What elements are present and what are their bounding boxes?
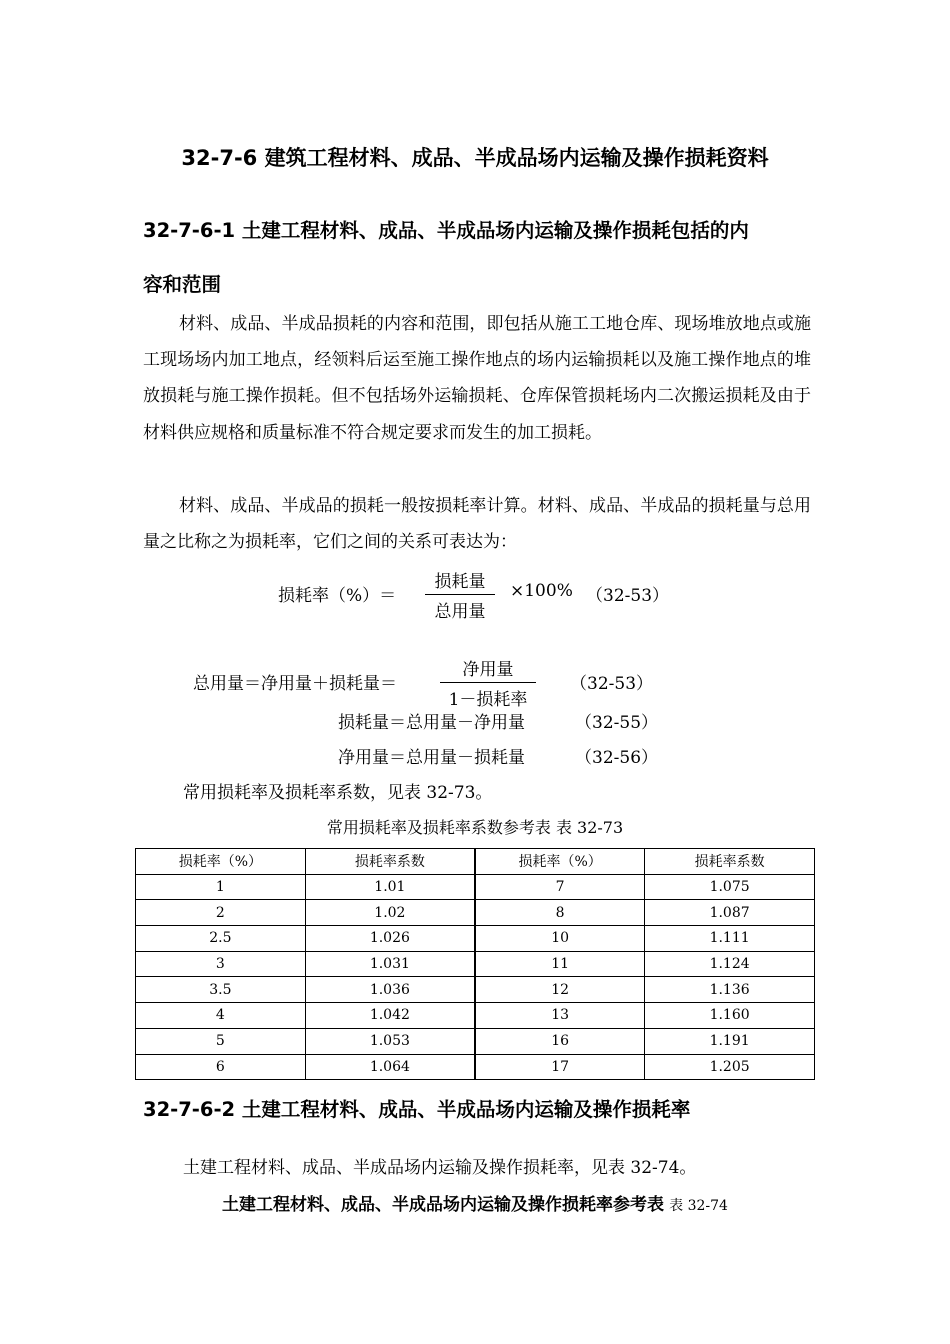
table-cell: 17 (475, 1054, 645, 1080)
formula-2-lhs: 总用量＝净用量＋损耗量＝ (193, 674, 397, 694)
table-cell: 1 (136, 874, 306, 900)
table-cell: 5 (136, 1028, 306, 1054)
formula-4-text: 净用量＝总用量－损耗量 (338, 748, 525, 768)
loss-rate-paragraph: 材料、成品、半成品的损耗一般按损耗率计算。材料、成品、半成品的损耗量与总用量之比称之为损耗率，它们之间的关系可表达为： (143, 496, 811, 553)
table-cell: 1.01 (305, 874, 475, 900)
table-74-caption-number: 表 32-74 (669, 1198, 728, 1214)
table-cell: 1.075 (645, 874, 815, 900)
header-loss-rate-2: 损耗率（%） (475, 849, 645, 875)
see-table-74-text: 土建工程材料、成品、半成品场内运输及操作损耗率，见表 32-74。 (183, 1158, 697, 1178)
formula-2-numerator: 净用量 (462, 660, 514, 680)
table-cell: 1.111 (645, 926, 815, 952)
table-cell: 1.136 (645, 977, 815, 1003)
formula-1-multiplier: ×100% (510, 581, 573, 601)
table-cell: 1.160 (645, 1003, 815, 1029)
table-cell: 2.5 (136, 926, 306, 952)
table-row (136, 900, 815, 926)
formula-3-ref: （32-55） (575, 713, 659, 733)
formula-1-fraction (425, 567, 495, 622)
table-cell: 1.053 (305, 1028, 475, 1054)
table-cell: 10 (475, 926, 645, 952)
table-73-caption-title: 常用损耗率及损耗率系数参考表 (326, 818, 551, 837)
table-cell: 1.031 (305, 951, 475, 977)
formula-2-denominator: 1－损耗率 (448, 690, 528, 710)
formula-1-lhs: 损耗率（%）＝ (278, 586, 397, 606)
table-cell: 11 (475, 951, 645, 977)
formula-1-denominator: 总用量 (434, 602, 486, 622)
formula-4-ref: （32-56） (575, 748, 659, 768)
table-cell: 1.205 (645, 1054, 815, 1080)
table-cell: 1.02 (305, 900, 475, 926)
subsection-title-1-line2: 容和范围 (143, 273, 222, 296)
formula-2-fraction (440, 655, 536, 710)
table-74-caption (0, 1190, 950, 1215)
formula-1-ref: （32-53） (586, 586, 670, 606)
header-coefficient-2: 损耗率系数 (645, 849, 815, 875)
table-header-row (136, 849, 815, 875)
table-cell: 3.5 (136, 977, 306, 1003)
table-cell: 7 (475, 874, 645, 900)
table-cell: 1.026 (305, 926, 475, 952)
section-title: 32-7-6 建筑工程材料、成品、半成品场内运输及操作损耗资料 (181, 146, 769, 170)
table-73-caption-number: 表 32-73 (555, 818, 624, 837)
table-cell: 4 (136, 1003, 306, 1029)
table-cell: 1.036 (305, 977, 475, 1003)
table-row (136, 977, 815, 1003)
table-cell: 8 (475, 900, 645, 926)
table-cell: 16 (475, 1028, 645, 1054)
scope-paragraph: 材料、成品、半成品损耗的内容和范围，即包括从施工工地仓库、现场堆放地点或施工现场场内加工地点，经领料后运至施工操作地点的场内运输损耗以及施工操作地点的堆放损耗与施工操作损耗。但不包括场外运输损耗、仓库保管损耗场内二次搬运损耗及由于材料供应规格和质量标准不符合规定要求而发生的加工损耗。 (143, 314, 811, 443)
table-cell: 1.042 (305, 1003, 475, 1029)
table-row (136, 951, 815, 977)
header-coefficient-1: 损耗率系数 (305, 849, 475, 875)
table-row (136, 1054, 815, 1080)
subsection-title-2: 32-7-6-2 土建工程材料、成品、半成品场内运输及操作损耗率 (143, 1098, 691, 1121)
table-row (136, 1028, 815, 1054)
table-cell: 1.064 (305, 1054, 475, 1080)
table-73-caption (0, 815, 950, 838)
table-cell: 1.191 (645, 1028, 815, 1054)
formula-1-numerator: 损耗量 (434, 572, 486, 592)
header-loss-rate-1: 损耗率（%） (136, 849, 306, 875)
formula-2-ref: （32-53） (570, 674, 654, 694)
table-cell: 12 (475, 977, 645, 1003)
formula-3-text: 损耗量＝总用量－净用量 (338, 713, 525, 733)
see-table-73-text: 常用损耗率及损耗率系数，见表 32-73。 (183, 783, 493, 803)
table-cell: 3 (136, 951, 306, 977)
subsection-title-1 (143, 204, 818, 312)
subsection-title-1-line1: 32-7-6-1 土建工程材料、成品、半成品场内运输及操作损耗包括的内 (143, 219, 749, 242)
table-cell: 1.124 (645, 951, 815, 977)
table-row (136, 926, 815, 952)
table-cell: 2 (136, 900, 306, 926)
table-74-caption-title: 土建工程材料、成品、半成品场内运输及操作损耗率参考表 (222, 1195, 665, 1215)
table-cell: 6 (136, 1054, 306, 1080)
table-cell: 13 (475, 1003, 645, 1029)
table-row (136, 1003, 815, 1029)
table-cell: 1.087 (645, 900, 815, 926)
table-row (136, 874, 815, 900)
loss-rate-coefficient-table (135, 848, 815, 1080)
